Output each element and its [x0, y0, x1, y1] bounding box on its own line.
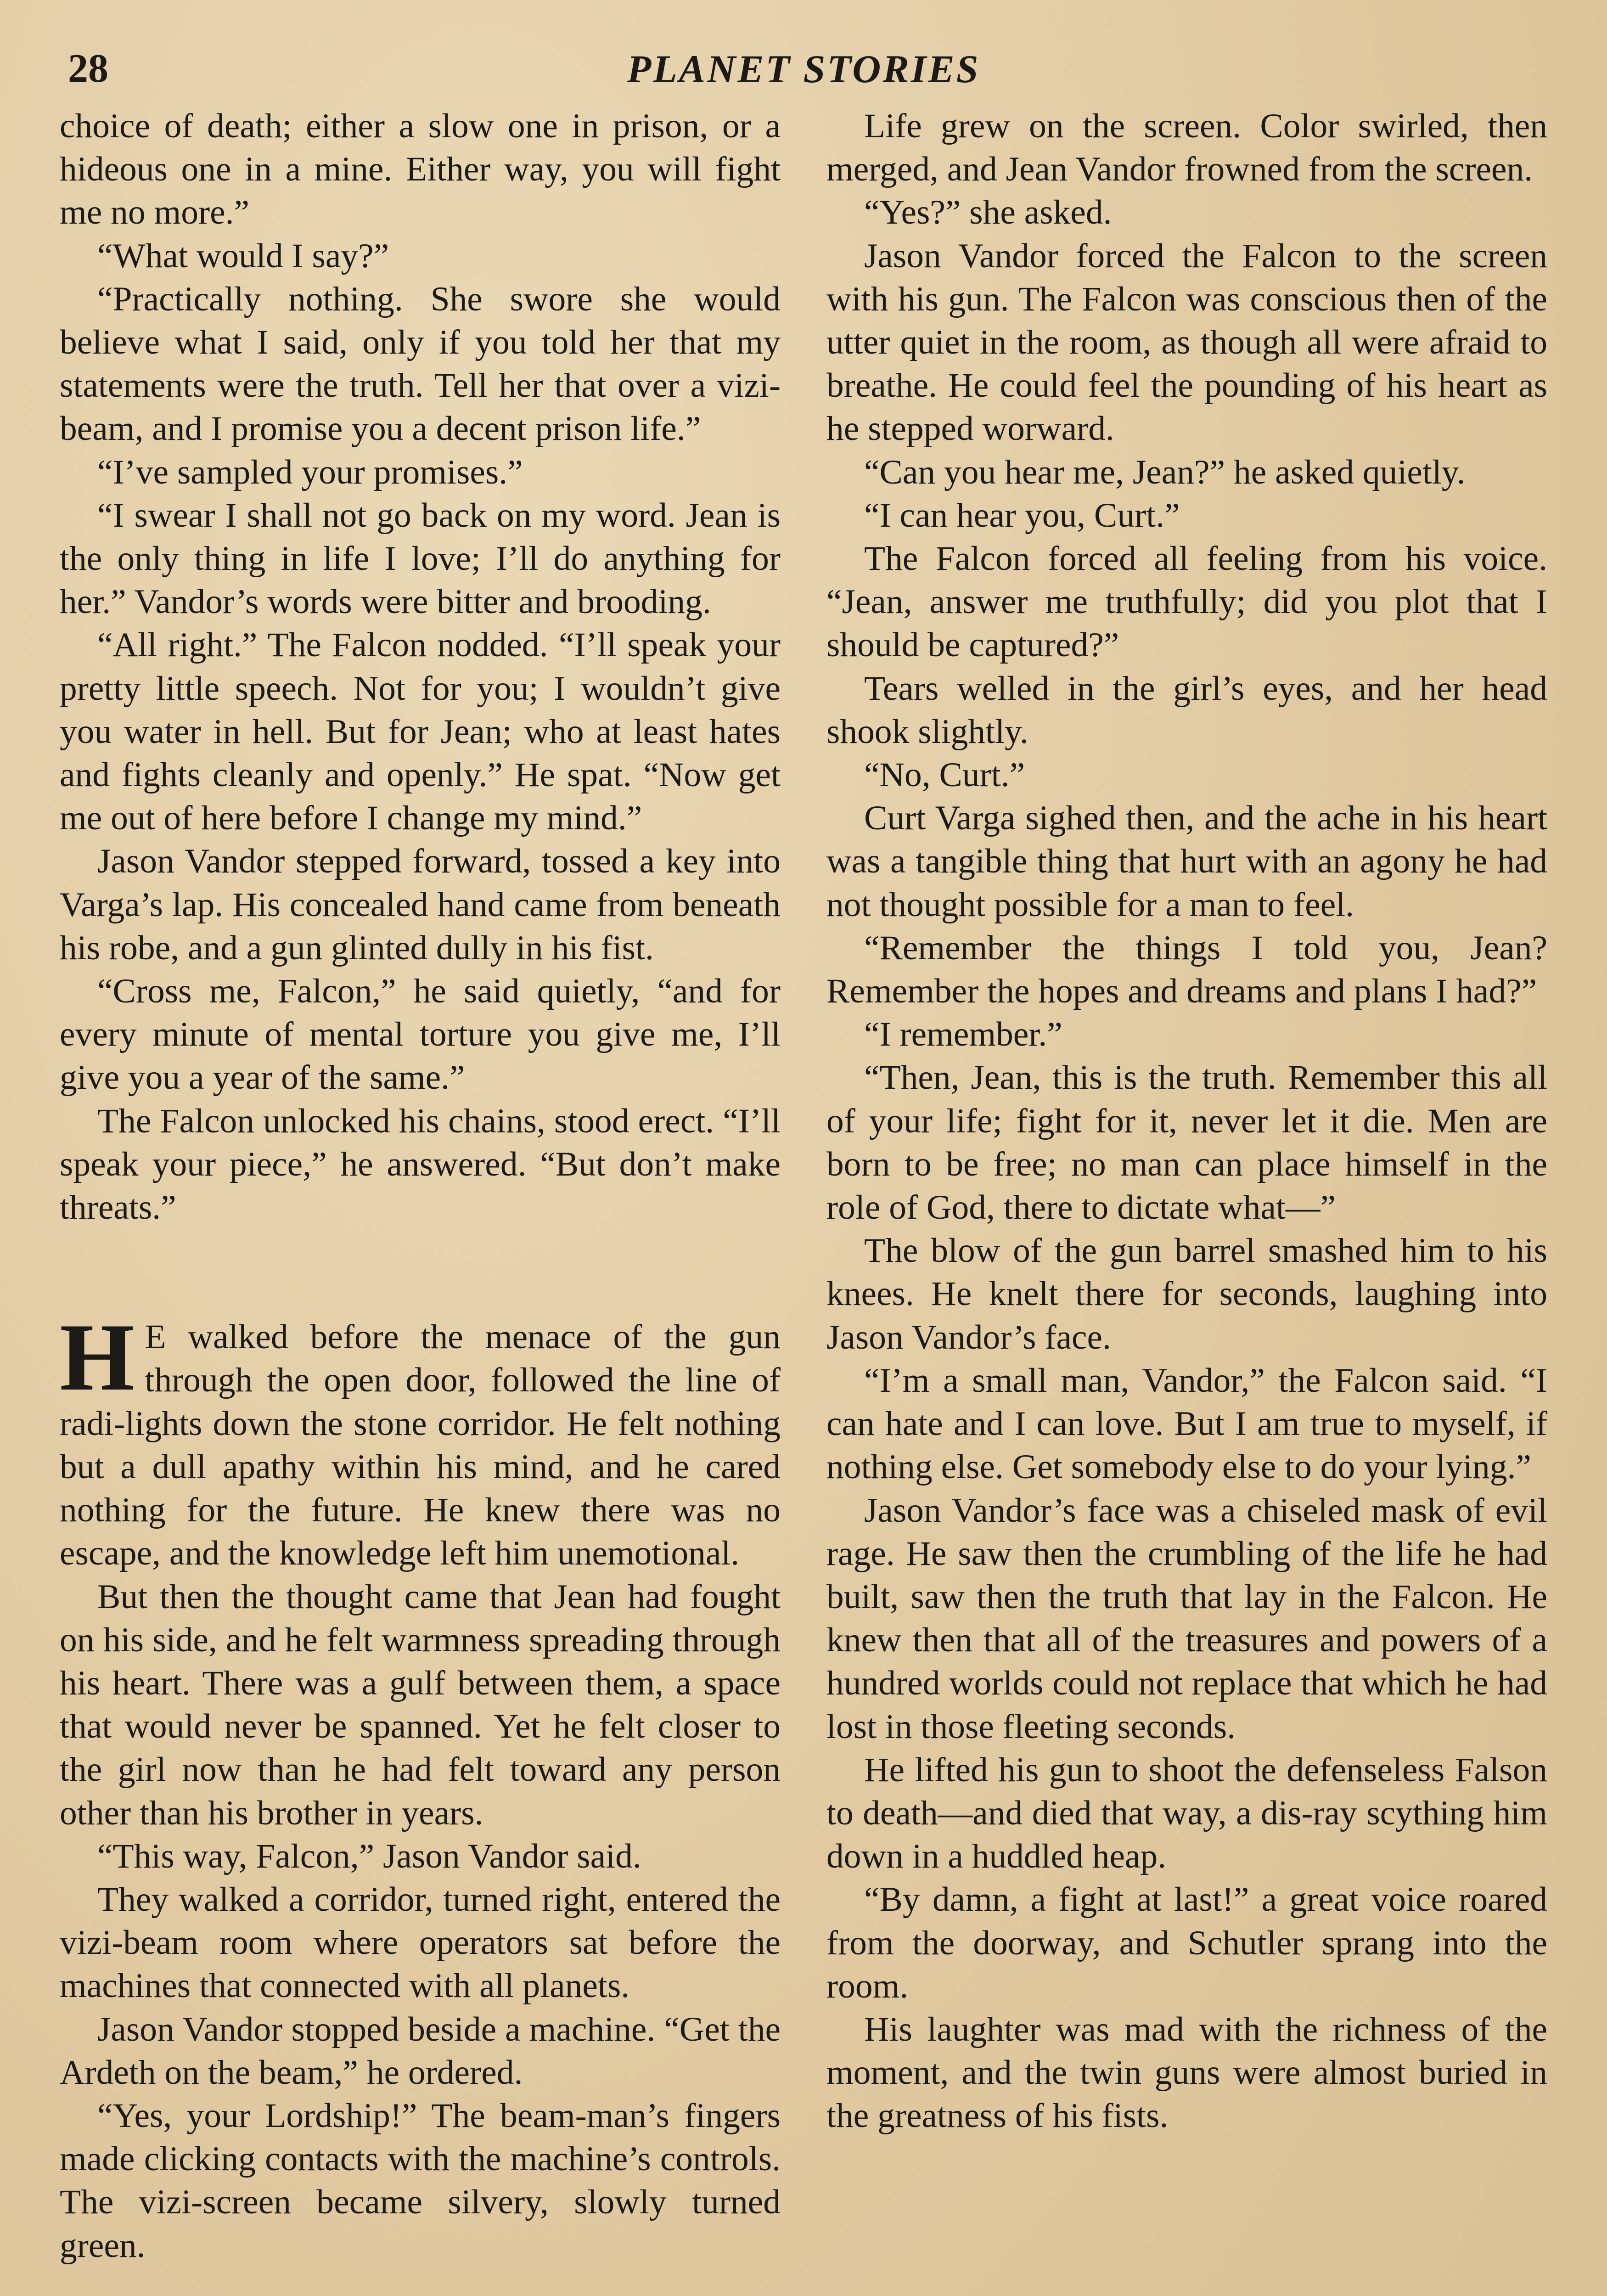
paragraph-text: “Can you hear me, Jean?” he asked quietly.	[864, 453, 1466, 491]
paragraph	[826, 1229, 1547, 1359]
paragraph	[60, 624, 781, 840]
paragraph-text: He lifted his gun to shoot the defenseless Falson to death—and died that way, a dis-ray scything him down in a huddled heap.	[826, 1750, 1547, 1876]
paragraph-text: “I’ve sampled your promises.”	[97, 453, 523, 491]
paragraph-text: “I swear I shall not go back on my word. Jean is the only thing in life I love; I’ll do anything for her.” Vandor’s words were bitter and brooding.	[60, 496, 781, 621]
paragraph-text: Tears welled in the girl’s eyes, and her head shook slightly.	[826, 669, 1547, 751]
paragraph-text: They walked a corridor, turned right, entered the vizi-beam room where operators sat before the machines that connected with all planets.	[60, 1880, 781, 2005]
paragraph	[826, 1013, 1547, 1056]
paragraph	[826, 105, 1547, 191]
paragraph	[826, 797, 1547, 927]
paragraph-text: “Yes?” she asked.	[864, 193, 1112, 232]
paragraph	[60, 278, 781, 451]
paragraph	[826, 1749, 1547, 1879]
paragraph-text: “No, Curt.”	[864, 756, 1025, 794]
paragraph-text: But then the thought came that Jean had fought on his side, and he felt warmness spreading through his heart. There was a gulf between them, a space that would never be spanned. Yet he felt closer to the girl now than he had felt toward any person other than his brother in years.	[60, 1577, 781, 1832]
paragraph-text: “Remember the things I told you, Jean? Remember the hopes and dreams and plans I had?”	[826, 929, 1547, 1011]
paragraph	[826, 667, 1547, 754]
paragraph-text: “What would I say?”	[97, 236, 389, 275]
paragraph	[60, 451, 781, 494]
paragraph	[826, 235, 1547, 451]
paragraph-text: “By damn, a fight at last!” a great voice roared from the doorway, and Schutler sprang into the room.	[826, 1880, 1547, 2005]
paragraph-text: “All right.” The Falcon nodded. “I’ll speak your pretty little speech. Not for you; I wouldn’t give you water in hell. But for Jean; who at least hates and fights cleanly and openly.” He spat. “Now get me out of here before I change my mind.”	[60, 626, 781, 838]
paragraph-text: “I can hear you, Curt.”	[864, 496, 1180, 535]
paragraph	[60, 235, 781, 278]
page-number: 28	[68, 46, 108, 91]
paragraph	[826, 494, 1547, 537]
paragraph-text: “Practically nothing. She swore she would believe what I said, only if you told her that my statements were the truth. Tell her that over a vizi-beam, and I promise you a decent prison life.”	[60, 280, 781, 448]
paragraph-text: “I remember.”	[864, 1015, 1062, 1054]
paragraph	[826, 451, 1547, 494]
paragraph	[60, 970, 781, 1100]
paragraph	[60, 2008, 781, 2094]
paragraph	[60, 2094, 781, 2268]
paragraph	[60, 1100, 781, 1230]
paragraph	[826, 1056, 1547, 1229]
paragraph-text: Curt Varga sighed then, and the ache in his heart was a tangible thing that hurt with an agony he had not thought possible for a man to feel.	[826, 799, 1547, 924]
paragraph-text: choice of death; either a slow one in prison, or a hideous one in a mine. Either way, you will fight me no more.”	[60, 107, 781, 232]
paragraph-text: Jason Vandor’s face was a chiseled mask of evil rage. He saw then the crumbling of the life he had built, saw then the truth that lay in the Falcon. He knew then that all of the treasures and powers of a hundred worlds could not replace that which he had lost in those fleeting seconds.	[826, 1491, 1547, 1746]
paragraph-text: Jason Vandor stopped beside a machine. “Get the Ardeth on the beam,” he ordered.	[60, 2010, 781, 2092]
paragraph-text: The Falcon forced all feeling from his voice. “Jean, answer me truthfully; did you plot that I should be captured?”	[826, 540, 1547, 664]
paragraph	[60, 1304, 781, 1575]
paragraph-text: Jason Vandor stepped forward, tossed a key into Varga’s lap. His concealed hand came from beneath his robe, and a gun glinted dully in his fist.	[60, 842, 781, 967]
paragraph	[826, 191, 1547, 234]
drop-cap: H	[60, 1304, 135, 1411]
paragraph-text: E walked before the menace of the gun through the open door, followed the line of radi-lights down the stone corridor. He felt nothing but a dull apathy within his mind, and he cared nothing for the future. He knew there was no escape, and the knowledge left him unemotional.	[60, 1318, 781, 1573]
paragraph-text: Jason Vandor forced the Falcon to the screen with his gun. The Falcon was conscious then of the utter quiet in the room, as though all were afraid to breathe. He could feel the pounding of his heart as he stepped worward.	[826, 236, 1547, 448]
paragraph	[60, 1576, 781, 1835]
paragraph-text: The blow of the gun barrel smashed him to his knees. He knelt there for seconds, laughing into Jason Vandor’s face.	[826, 1232, 1547, 1356]
paragraph	[60, 105, 781, 235]
paragraph-text: His laughter was mad with the richness of the moment, and the twin guns were almost buried in the greatness of his fists.	[826, 2010, 1547, 2135]
paragraph	[826, 927, 1547, 1013]
page-header	[0, 44, 1607, 94]
paragraph	[826, 1359, 1547, 1489]
paragraph-text: Life grew on the screen. Color swirled, then merged, and Jean Vandor frowned from the screen.	[826, 107, 1547, 189]
paragraph-text: “Yes, your Lordship!” The beam-man’s fingers made clicking contacts with the machine’s controls. The vizi-screen became silvery, slowly turned green.	[60, 2096, 781, 2265]
paragraph-text: “Cross me, Falcon,” he said quietly, “and for every minute of mental torture you give me, I’ll give you a year of the same.”	[60, 972, 781, 1097]
paragraph-text: “Then, Jean, this is the truth. Remember this all of your life; fight for it, never let it die. Men are born to be free; no man can place himself in the role of God, there to dictate what—”	[826, 1058, 1547, 1227]
paragraph	[826, 2008, 1547, 2138]
paragraph-text: The Falcon unlocked his chains, stood erect. “I’ll speak your piece,” he answered. “But don’t make threats.”	[60, 1102, 781, 1227]
paragraph	[826, 1489, 1547, 1749]
paragraph-text: “This way, Falcon,” Jason Vandor said.	[97, 1837, 641, 1875]
paragraph	[60, 840, 781, 970]
paragraph	[826, 537, 1547, 667]
paragraph-text: “I’m a small man, Vandor,” the Falcon said. “I can hate and I can love. But I am true to myself, if nothing else. Get somebody else to do your lying.”	[826, 1361, 1547, 1486]
paragraph	[60, 1878, 781, 2008]
left-column	[60, 105, 781, 2268]
magazine-title: PLANET STORIES	[627, 47, 980, 91]
paragraph	[826, 1878, 1547, 2008]
paragraph	[60, 494, 781, 624]
paragraph	[60, 1835, 781, 1878]
right-column	[826, 105, 1547, 2138]
paragraph	[826, 754, 1547, 797]
